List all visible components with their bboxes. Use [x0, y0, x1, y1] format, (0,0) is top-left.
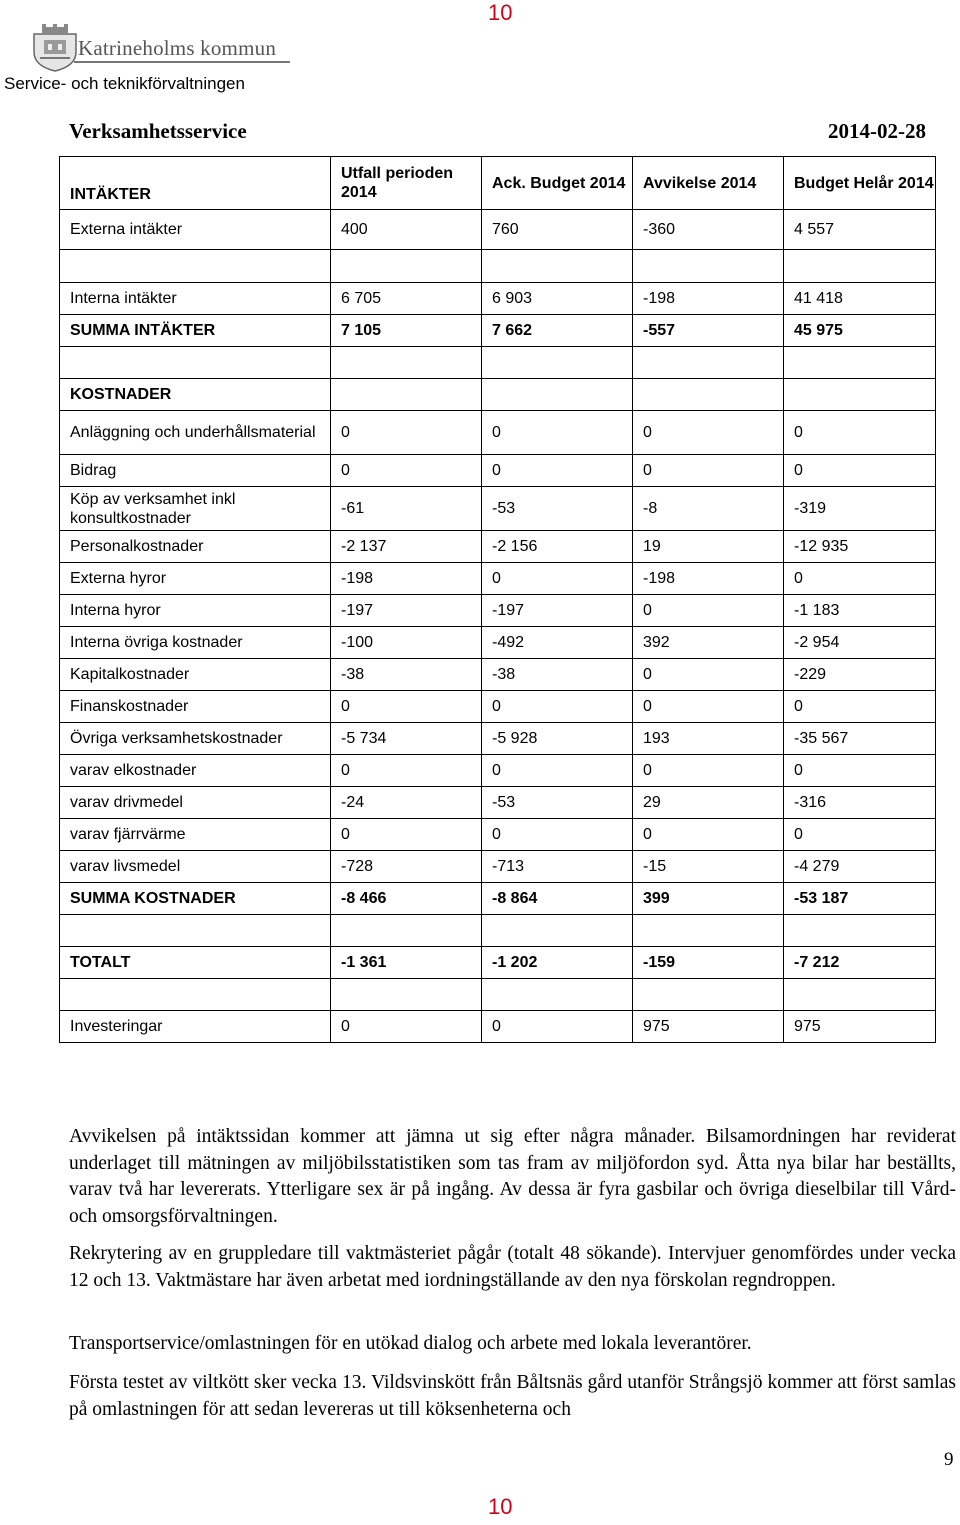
- budget-table: [59, 156, 936, 1043]
- row-value: 0: [633, 659, 784, 691]
- row-label: SUMMA INTÄKTER: [60, 315, 331, 347]
- row-value: 29: [633, 787, 784, 819]
- row-label: Övriga verksamhetskostnader: [60, 723, 331, 755]
- row-value: -1 202: [482, 947, 633, 979]
- row-value: -197: [482, 595, 633, 627]
- table-row: [60, 979, 936, 1011]
- row-value: -198: [331, 563, 482, 595]
- row-value: -35 567: [784, 723, 936, 755]
- row-label: Investeringar: [60, 1011, 331, 1043]
- row-value: 0: [784, 691, 936, 723]
- row-value: 0: [482, 411, 633, 455]
- row-value: 0: [633, 691, 784, 723]
- row-value: -198: [633, 283, 784, 315]
- table-row: [60, 659, 936, 691]
- table-row: [60, 411, 936, 455]
- row-value: 19: [633, 531, 784, 563]
- col-header-ack-budget: Ack. Budget 2014: [482, 157, 633, 210]
- row-value: -198: [633, 563, 784, 595]
- row-label: Köp av verksamhet inkl konsultkostnader: [60, 487, 331, 531]
- row-value: -1 183: [784, 595, 936, 627]
- row-label: [60, 915, 331, 947]
- department-name: Service- och teknikförvaltningen: [4, 74, 245, 93]
- row-value: -12 935: [784, 531, 936, 563]
- row-label: varav livsmedel: [60, 851, 331, 883]
- row-value: -8 466: [331, 883, 482, 915]
- row-label: Externa hyror: [60, 563, 331, 595]
- row-value: [331, 915, 482, 947]
- row-value: -15: [633, 851, 784, 883]
- row-value: 0: [331, 1011, 482, 1043]
- row-value: [633, 915, 784, 947]
- row-label: Bidrag: [60, 455, 331, 487]
- table-row: [60, 595, 936, 627]
- budget-table-body: [60, 157, 936, 1043]
- table-row: [60, 563, 936, 595]
- row-value: -53 187: [784, 883, 936, 915]
- row-value: 7 105: [331, 315, 482, 347]
- table-row: [60, 455, 936, 487]
- table-row: [60, 1011, 936, 1043]
- row-value: [331, 979, 482, 1011]
- table-corner-label: INTÄKTER: [60, 157, 331, 210]
- table-row: [60, 723, 936, 755]
- row-value: -360: [633, 210, 784, 250]
- col-header-budget-helar: Budget Helår 2014: [784, 157, 936, 210]
- row-value: [331, 379, 482, 411]
- row-value: [784, 979, 936, 1011]
- col-header-avvikelse: Avvikelse 2014: [633, 157, 784, 210]
- row-value: -38: [482, 659, 633, 691]
- row-value: -2 156: [482, 531, 633, 563]
- row-value: -4 279: [784, 851, 936, 883]
- row-label: Interna övriga kostnader: [60, 627, 331, 659]
- row-value: 399: [633, 883, 784, 915]
- table-row: [60, 487, 936, 531]
- row-value: -61: [331, 487, 482, 531]
- row-label: Interna intäkter: [60, 283, 331, 315]
- table-row: [60, 347, 936, 379]
- row-value: 0: [331, 755, 482, 787]
- row-label: Externa intäkter: [60, 210, 331, 250]
- row-value: -2 954: [784, 627, 936, 659]
- row-value: 0: [482, 455, 633, 487]
- table-header-row: [60, 157, 936, 210]
- row-value: 400: [331, 210, 482, 250]
- row-value: 0: [784, 755, 936, 787]
- row-label: SUMMA KOSTNADER: [60, 883, 331, 915]
- table-row: [60, 947, 936, 979]
- page-number: 9: [944, 1449, 954, 1470]
- row-value: [482, 347, 633, 379]
- row-value: [784, 250, 936, 283]
- row-value: [633, 379, 784, 411]
- row-value: 0: [482, 563, 633, 595]
- paragraph-3: Transportservice/omlastningen för en utökad dialog och arbete med lokala leverantörer.: [69, 1333, 752, 1354]
- row-value: 0: [331, 691, 482, 723]
- row-label: [60, 979, 331, 1011]
- row-value: 392: [633, 627, 784, 659]
- table-row: [60, 819, 936, 851]
- table-row: [60, 379, 936, 411]
- org-underline: [74, 61, 290, 63]
- row-value: -197: [331, 595, 482, 627]
- row-value: 0: [633, 455, 784, 487]
- row-value: [633, 979, 784, 1011]
- row-value: -7 212: [784, 947, 936, 979]
- row-value: -8: [633, 487, 784, 531]
- row-value: -8 864: [482, 883, 633, 915]
- row-value: -24: [331, 787, 482, 819]
- row-label: varav drivmedel: [60, 787, 331, 819]
- table-row: [60, 915, 936, 947]
- row-label: KOSTNADER: [60, 379, 331, 411]
- row-value: 0: [482, 691, 633, 723]
- row-value: [633, 347, 784, 379]
- table-row: [60, 787, 936, 819]
- row-value: 4 557: [784, 210, 936, 250]
- table-row: [60, 531, 936, 563]
- section-title: Verksamhetsservice: [69, 119, 247, 143]
- report-date: 2014-02-28: [828, 119, 926, 143]
- row-label: [60, 250, 331, 283]
- table-row: [60, 250, 936, 283]
- row-value: [482, 915, 633, 947]
- table-row: [60, 283, 936, 315]
- row-value: -53: [482, 487, 633, 531]
- row-label: Personalkostnader: [60, 531, 331, 563]
- row-value: 0: [331, 455, 482, 487]
- row-value: [331, 250, 482, 283]
- row-value: [482, 379, 633, 411]
- row-value: -5 928: [482, 723, 633, 755]
- row-value: 0: [331, 411, 482, 455]
- table-row: [60, 755, 936, 787]
- row-value: 0: [482, 755, 633, 787]
- row-label: varav elkostnader: [60, 755, 331, 787]
- row-value: -38: [331, 659, 482, 691]
- row-value: 0: [784, 411, 936, 455]
- row-value: 45 975: [784, 315, 936, 347]
- row-value: -557: [633, 315, 784, 347]
- paragraph-2: Rekrytering av en gruppledare till vaktmästeriet pågår (totalt 48 sökande). Intervjuer genomfördes under vecka 12 och 13. Vaktmästare har även arbetat med iordningställande av den nya förskolan regndroppen.: [69, 1243, 956, 1291]
- row-value: 975: [633, 1011, 784, 1043]
- col-header-utfall: Utfall perioden 2014: [331, 157, 482, 210]
- row-value: -492: [482, 627, 633, 659]
- row-value: 0: [482, 1011, 633, 1043]
- row-value: 0: [633, 595, 784, 627]
- row-value: -319: [784, 487, 936, 531]
- row-value: -2 137: [331, 531, 482, 563]
- row-label: [60, 347, 331, 379]
- row-value: 0: [331, 819, 482, 851]
- coat-of-arms-logo: [28, 24, 82, 72]
- row-value: 41 418: [784, 283, 936, 315]
- row-value: 0: [633, 755, 784, 787]
- row-label: Kapitalkostnader: [60, 659, 331, 691]
- row-value: [482, 250, 633, 283]
- table-row: [60, 851, 936, 883]
- row-label: TOTALT: [60, 947, 331, 979]
- row-value: 975: [784, 1011, 936, 1043]
- row-value: -159: [633, 947, 784, 979]
- row-value: [784, 379, 936, 411]
- row-label: varav fjärrvärme: [60, 819, 331, 851]
- row-value: 6 903: [482, 283, 633, 315]
- row-label: Anläggning och underhållsmaterial: [60, 411, 331, 455]
- row-value: [633, 250, 784, 283]
- row-value: [482, 979, 633, 1011]
- table-row: [60, 315, 936, 347]
- organization-name: Katrineholms kommun: [78, 36, 277, 60]
- table-row: [60, 210, 936, 250]
- row-value: -728: [331, 851, 482, 883]
- row-label: Finanskostnader: [60, 691, 331, 723]
- row-label: Interna hyror: [60, 595, 331, 627]
- row-value: 0: [482, 819, 633, 851]
- paragraph-1: Avvikelsen på intäktssidan kommer att jämna ut sig efter några månader. Bilsamordningen har reviderat underlaget till mätningen av miljöbilsstatistiken som tas fram av miljöfordon syd. Åtta nya bilar har beställts, varav två har levererats. Ytterligare sex är på ingång. Av dessa är fyra gasbilar och övriga dieselbilar till Vård- och omsorgsförvaltningen.: [69, 1126, 956, 1227]
- page-marker-top: 10: [488, 0, 513, 25]
- row-value: -316: [784, 787, 936, 819]
- paragraph-4: Första testet av viltkött sker vecka 13. Vildsvinskött från Båltsnäs gård utanför Strångsjö kommer att först samlas på omlastningen för att sedan levereras ut till köksenheterna och: [69, 1372, 956, 1420]
- row-value: 0: [633, 411, 784, 455]
- table-row: [60, 627, 936, 659]
- row-value: -713: [482, 851, 633, 883]
- row-value: [331, 347, 482, 379]
- row-value: 193: [633, 723, 784, 755]
- row-value: 0: [784, 455, 936, 487]
- row-value: 0: [784, 819, 936, 851]
- row-value: 760: [482, 210, 633, 250]
- page-marker-bottom: 10: [488, 1494, 513, 1519]
- row-value: 7 662: [482, 315, 633, 347]
- row-value: -100: [331, 627, 482, 659]
- table-row: [60, 691, 936, 723]
- table-row: [60, 883, 936, 915]
- row-value: -1 361: [331, 947, 482, 979]
- row-value: -229: [784, 659, 936, 691]
- row-value: -53: [482, 787, 633, 819]
- row-value: [784, 347, 936, 379]
- row-value: -5 734: [331, 723, 482, 755]
- row-value: 6 705: [331, 283, 482, 315]
- row-value: [784, 915, 936, 947]
- row-value: 0: [784, 563, 936, 595]
- row-value: 0: [633, 819, 784, 851]
